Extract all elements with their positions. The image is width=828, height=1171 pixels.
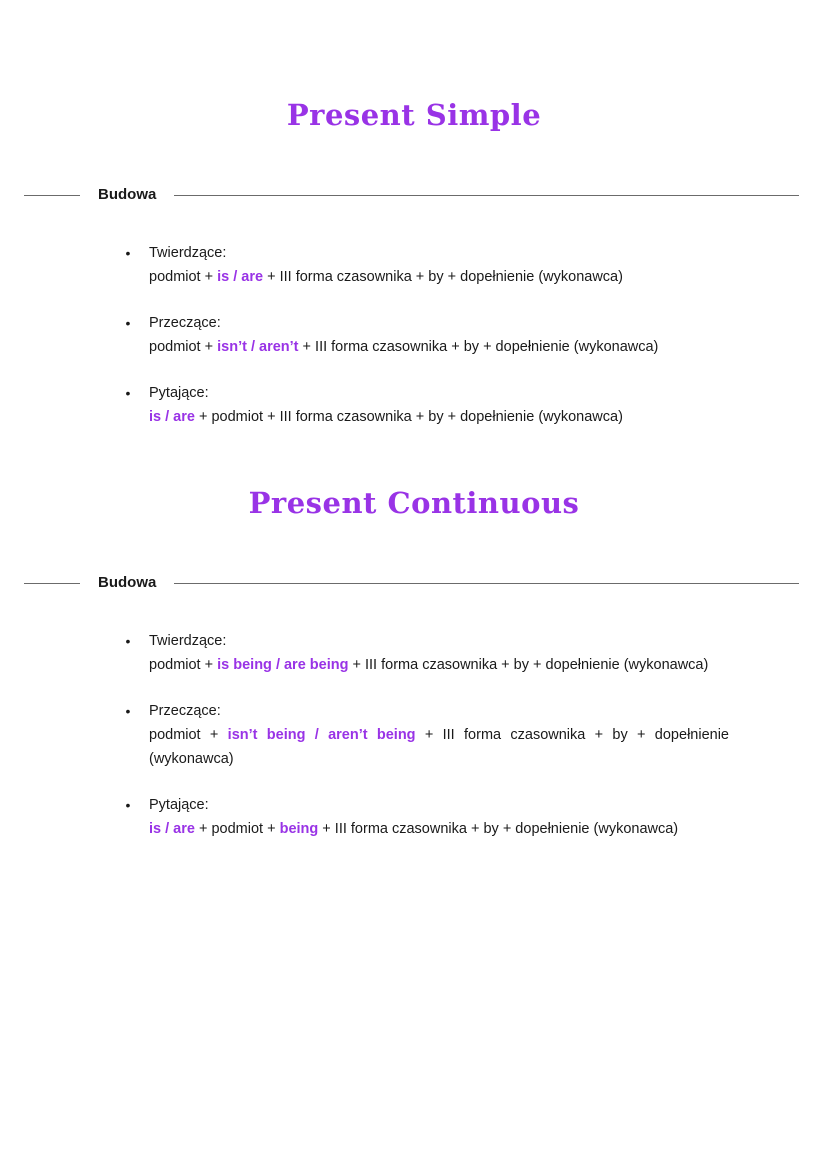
divider-line-right (174, 583, 799, 584)
highlighted-verb-form: is / are (217, 269, 264, 285)
section-title: Present Continuous (248, 486, 580, 520)
highlighted-verb-form: is being / are being (217, 657, 349, 673)
section-title: Present Simple (286, 98, 542, 132)
formula-text: + III forma czasownika + by + dopełnienie (wykonawca) (348, 657, 709, 673)
bullet-icon: • (125, 703, 131, 719)
list-item (123, 793, 729, 841)
formula-text: + III forma czasownika + by + dopełnienie (wykonawca) (298, 339, 659, 355)
item-formula (149, 653, 729, 677)
item-label: Pytające: (149, 385, 209, 401)
list-item (123, 629, 729, 677)
bullet-icon: • (125, 633, 131, 649)
bullet-icon: • (125, 385, 131, 401)
item-formula (149, 335, 729, 359)
item-label: Przeczące: (149, 703, 221, 719)
section-label: Budowa (98, 574, 157, 591)
item-formula (149, 723, 729, 771)
highlighted-verb-form: is / are (149, 409, 195, 425)
section-label: Budowa (98, 186, 157, 203)
highlighted-verb-form: isn’t being / aren’t being (227, 727, 416, 743)
item-label: Pytające: (149, 797, 209, 813)
section-divider (24, 573, 799, 593)
item-label: Przeczące: (149, 315, 221, 331)
structure-list (123, 241, 729, 451)
highlighted-verb-form: is / are (149, 821, 195, 837)
formula-text: + podmiot + III forma czasownika + by + dopełnienie (wykonawca) (194, 409, 623, 425)
item-label: Twierdzące: (149, 633, 227, 649)
list-item (123, 381, 729, 429)
structure-list (123, 629, 729, 863)
list-item (123, 699, 729, 771)
formula-text: podmiot + (149, 339, 218, 355)
bullet-icon: • (125, 797, 131, 813)
divider-line-left (24, 583, 80, 584)
item-formula (149, 405, 729, 429)
formula-text: + III forma czasownika + by + dopełnienie (wykonawca) (149, 727, 729, 767)
item-formula (149, 817, 729, 841)
divider-line-left (24, 195, 80, 196)
section-divider (24, 185, 799, 205)
highlighted-verb-form: being (279, 821, 319, 837)
formula-text: + III forma czasownika + by + dopełnienie (wykonawca) (263, 269, 623, 285)
formula-text: podmiot + (149, 269, 218, 285)
formula-text: + III forma czasownika + by + dopełnienie (wykonawca) (318, 821, 679, 837)
item-formula (149, 265, 729, 289)
list-item (123, 311, 729, 359)
formula-text: podmiot + (149, 727, 228, 743)
list-item (123, 241, 729, 289)
item-label: Twierdzące: (149, 245, 227, 261)
bullet-icon: • (125, 245, 131, 261)
formula-text: + podmiot + (194, 821, 280, 837)
highlighted-verb-form: isn’t / aren’t (217, 339, 299, 355)
formula-text: podmiot + (149, 657, 218, 673)
divider-line-right (174, 195, 799, 196)
bullet-icon: • (125, 315, 131, 331)
